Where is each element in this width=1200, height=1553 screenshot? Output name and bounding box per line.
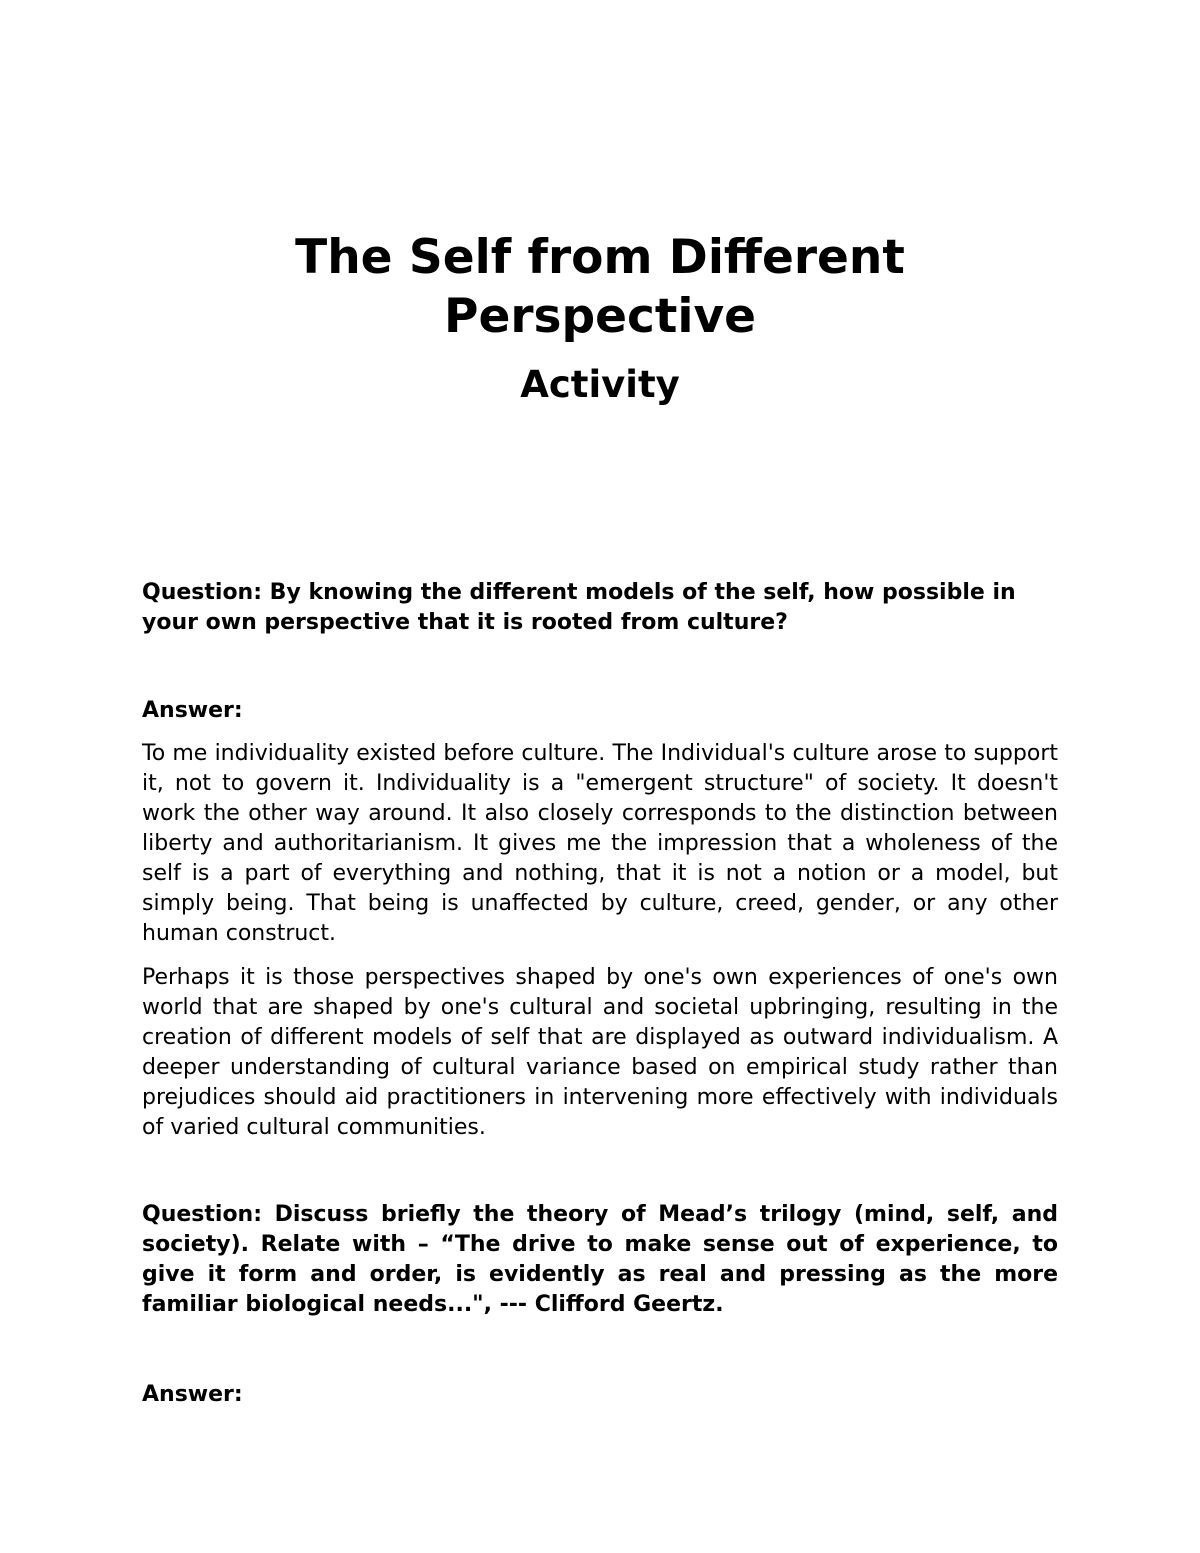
answer-1-paragraph-2: Perhaps it is those perspectives shaped by one's own experiences of one's own world that are shaped by one's cultural and societal upbringing, resulting in the creation of different models of self that are displayed as outward individualism. A deeper understanding of cultural variance based on empirical study rather than prejudices should aid practitioners in intervening more effectively with individuals of varied cultural communities. xyxy=(142,965,1058,1140)
question-2: Question: Discuss briefly the theory of Mead’s trilogy (mind, self, and society). Relate with – “The drive to make sense out of experience, to give it form and order, is evidently as real and pressing as the more familiar biological needs...", --- Clifford Geertz. xyxy=(142,1202,1058,1317)
document-title-line-2: Perspective xyxy=(444,289,756,344)
question-1: Question: By knowing the different models of the self, how possible in your own perspective that it is rooted from culture? xyxy=(142,580,1016,635)
document-title-line-1: The Self from Different xyxy=(295,230,905,285)
answer-2-label: Answer: xyxy=(142,1382,243,1407)
document-subtitle: Activity xyxy=(520,363,680,406)
answer-1-label: Answer: xyxy=(142,698,243,723)
answer-1-paragraph-1: To me individuality existed before culture. The Individual's culture arose to support it, not to govern it. Individuality is a "emergent structure" of society. It doesn't work the other way around. It also closely corresponds to the distinction between liberty and authoritarianism. It gives me the impression that a wholeness of the self is a part of everything and nothing, that it is not a notion or a model, but simply being. That being is unaffected by culture, creed, gender, or any other human construct. xyxy=(142,741,1058,946)
